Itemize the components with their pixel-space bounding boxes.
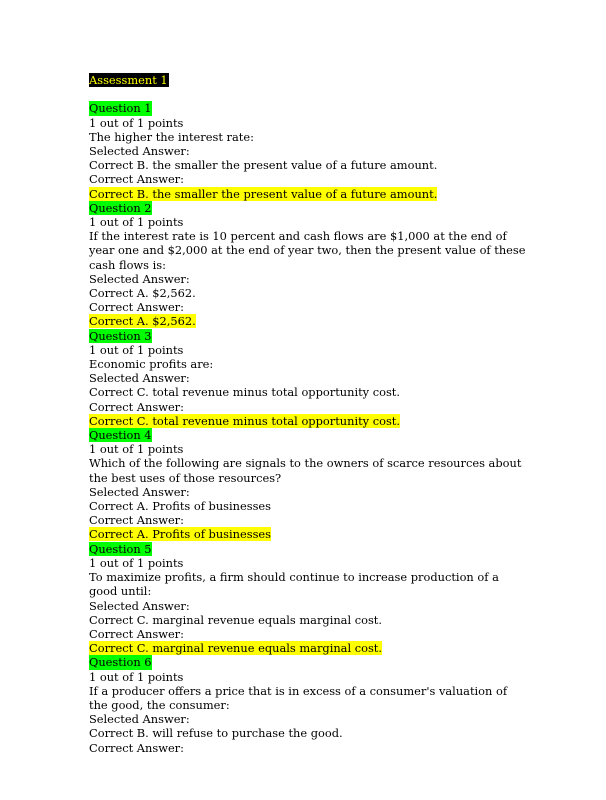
selected-answer-value: Correct A. $2,562. <box>89 286 196 301</box>
selected-answer-label: Selected Answer: <box>89 271 190 286</box>
question-heading: Question 2 <box>89 200 152 215</box>
question-prompt: If a producer offers a price that is in excess of a consumer's valuation of the good, the consumer: <box>89 683 508 712</box>
correct-answer-value: Correct C. marginal revenue equals marginal cost. <box>89 641 383 656</box>
correct-answer-label: Correct Answer: <box>89 399 184 414</box>
selected-answer-value: Correct B. the smaller the present value of a future amount. <box>89 158 438 173</box>
question-prompt: Which of the following are signals to the owners of scarce resources about the best uses of those resources? <box>89 456 522 485</box>
question-heading: Question 6 <box>89 655 152 670</box>
blank-line <box>89 87 529 101</box>
question-score: 1 out of 1 points <box>89 669 184 684</box>
correct-answer-value: Correct B. the smaller the present value of a future amount. <box>89 186 438 201</box>
document-title: Assessment 1 <box>89 73 168 87</box>
selected-answer-label: Selected Answer: <box>89 484 190 499</box>
question-score: 1 out of 1 points <box>89 442 184 457</box>
correct-answer-label: Correct Answer: <box>89 172 184 187</box>
correct-answer-label: Correct Answer: <box>89 513 184 528</box>
correct-answer-value: Correct A. Profits of businesses <box>89 527 272 542</box>
correct-answer-value: Correct C. total revenue minus total opportunity cost. <box>89 413 400 428</box>
selected-answer-label: Selected Answer: <box>89 144 190 158</box>
question-score: 1 out of 1 points <box>89 115 184 130</box>
question-score: 1 out of 1 points <box>89 215 184 230</box>
document-page <box>89 73 529 755</box>
question-score: 1 out of 1 points <box>89 342 184 357</box>
question-block <box>89 201 529 329</box>
question-heading: Question 1 <box>89 101 152 116</box>
correct-answer-value: Correct A. $2,562. <box>89 314 196 329</box>
selected-answer-label: Selected Answer: <box>89 712 190 727</box>
question-heading: Question 4 <box>89 428 152 443</box>
title-line <box>89 73 529 87</box>
question-prompt: If the interest rate is 10 percent and cash flows are $1,000 at the end of year one and $2,000 at the end of year two, then the present value of these cash flows is: <box>89 229 526 272</box>
question-block <box>89 542 529 656</box>
selected-answer-value: Correct A. Profits of businesses <box>89 499 272 514</box>
question-prompt: The higher the interest rate: <box>89 129 254 144</box>
correct-answer-label: Correct Answer: <box>89 300 184 315</box>
selected-answer-value: Correct C. total revenue minus total opportunity cost. <box>89 385 400 400</box>
question-score: 1 out of 1 points <box>89 555 184 570</box>
correct-answer-label: Correct Answer: <box>89 626 184 641</box>
question-prompt: Economic profits are: <box>89 357 214 372</box>
selected-answer-value: Correct B. will refuse to purchase the good. <box>89 726 343 741</box>
question-block <box>89 428 529 542</box>
question-heading: Question 5 <box>89 541 152 556</box>
question-block <box>89 329 529 428</box>
question-block <box>89 655 529 754</box>
question-heading: Question 3 <box>89 328 152 343</box>
correct-answer-label: Correct Answer: <box>89 740 184 755</box>
selected-answer-value: Correct C. marginal revenue equals marginal cost. <box>89 612 383 627</box>
selected-answer-label: Selected Answer: <box>89 598 190 613</box>
selected-answer-label: Selected Answer: <box>89 371 190 386</box>
question-block <box>89 101 529 200</box>
question-prompt: To maximize profits, a firm should continue to increase production of a good until: <box>89 570 499 599</box>
